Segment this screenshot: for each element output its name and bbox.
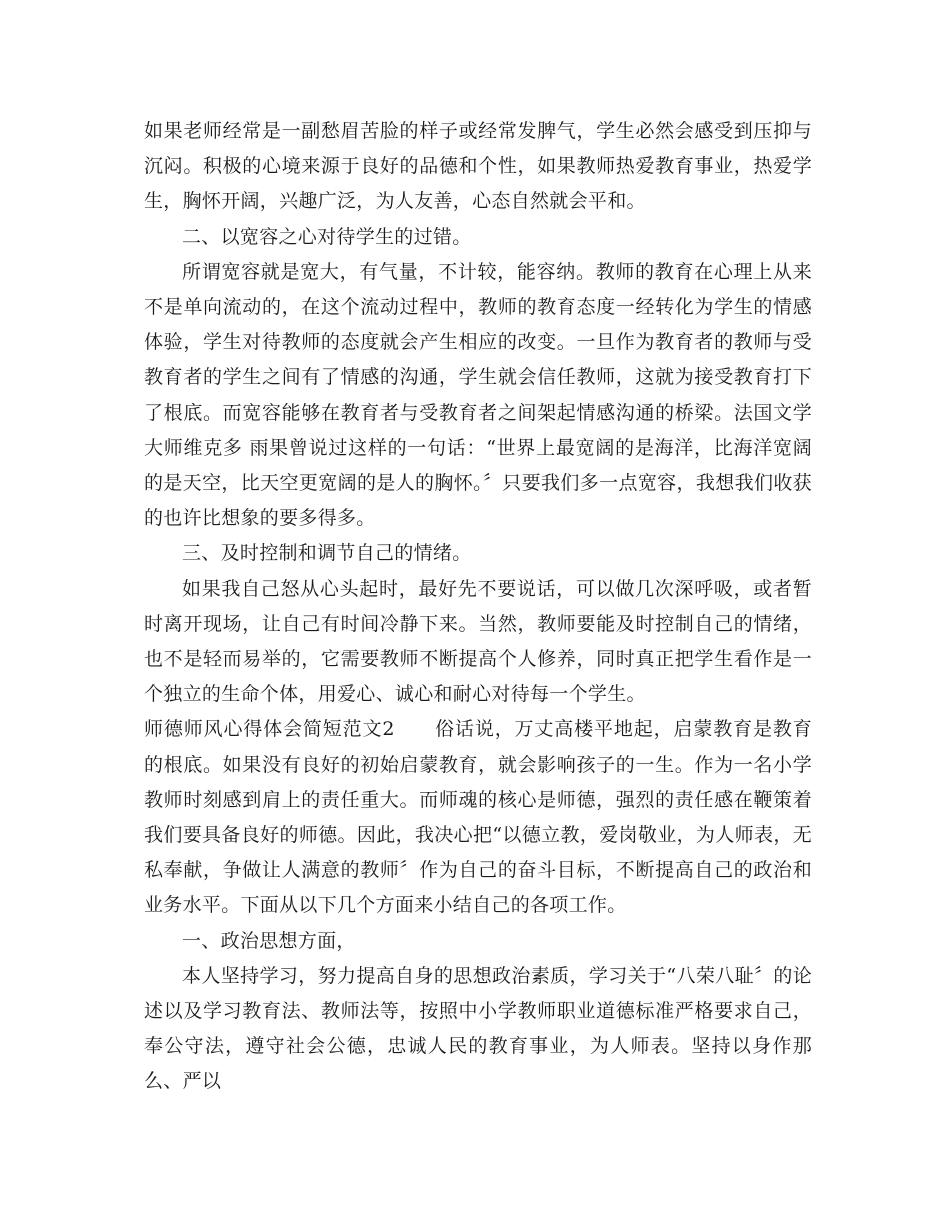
article-title-and-intro: 师德师风心得体会简短范文2 俗话说，万丈高楼平地起，启蒙教育是教育的根底。如果没有良好的初始启蒙教育，就会影响孩子的一生。作为一名小学教师时刻感到肩上的责任重大。而师魂的核心是师德，强烈的责任感在鞭策着我们要具备良好的师德。因此，我决心把“以德立教，爱岗敬业，为人师表，无私奉献，争做让人满意的教师〞作为自己的奋斗目标，不断提高自己的政治和业务水平。下面从以下几个方面来小结自己的各项工作。	[144, 718, 812, 917]
paragraph-continuation: 如果老师经常是一副愁眉苦脸的样子或经常发脾气，学生必然会感受到压抑与沉闷。积极的心境来源于良好的品德和个性，如果教师热爱教育事业，热爱学生，胸怀开阔，兴趣广泛，为人友善，心态自然就会平和。	[144, 120, 812, 213]
paragraph-emotion-control: 如果我自己怒从心头起时，最好先不要说话，可以做几次深呼吸，或者暂时离开现场，让自己有时间冷静下来。当然，教师要能及时控制自己的情绪，也不是轻而易举的，它需要教师不断提高个人修养，同时真正把学生看作是一个独立的生命个体，用爱心、诚心和耐心对待每一个学生。	[144, 577, 812, 706]
document-body	[144, 114, 812, 1100]
section-heading-political-thought: 一、政治思想方面，	[182, 929, 356, 952]
section-heading-tolerance: 二、以宽容之心对待学生的过错。	[182, 225, 472, 248]
paragraph-political-thought: 本人坚持学习，努力提高自身的思想政治素质，学习关于“八荣八耻〞的论述以及学习教育法、教师法等，按照中小学教师职业道德标准严格要求自己，奉公守法，遵守社会公德，忠诚人民的教育事业，为人师表。坚持以身作那么、严以	[144, 964, 812, 1093]
section-heading-emotion-control: 三、及时控制和调节自己的情绪。	[182, 542, 472, 565]
paragraph-tolerance: 所谓宽容就是宽大，有气量，不计较，能容纳。教师的教育在心理上从来不是单向流动的，在这个流动过程中，教师的教育态度一经转化为学生的情感体验，学生对待教师的态度就会产生相应的改变。一旦作为教育者的教师与受教育者的学生之间有了情感的沟通，学生就会信任教师，这就为接受教育打下了根底。而宽容能够在教育者与受教育者之间架起情感沟通的桥梁。法国文学大师维克多 雨果曾说过这样的一句话：“世界上最宽阔的是海洋，比海洋宽阔的是天空，比天空更宽阔的是人的胸怀。〞只要我们多一点宽容，我想我们收获的也许比想象的要多得多。	[144, 260, 812, 530]
